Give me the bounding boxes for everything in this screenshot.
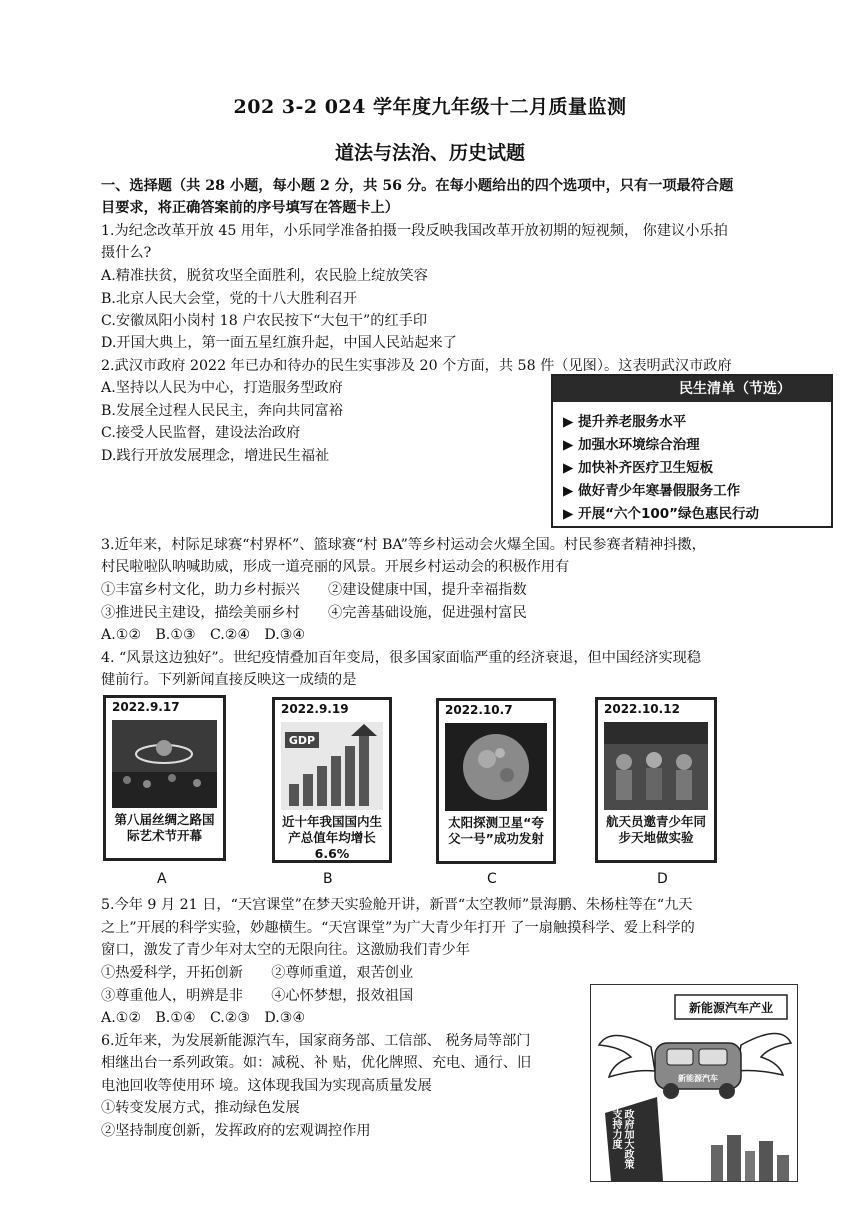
q3-options-row2: ③推进民主建设，描绘美丽乡村 ④完善基础设施，促进强村富民: [101, 605, 527, 621]
q1-option-a: A.精准扶贫，脱贫攻坚全面胜利，农民脸上绽放笑容: [101, 268, 428, 284]
q1-stem-cont: 摄什么?: [101, 245, 152, 261]
astronaut-class-photo: [604, 722, 708, 810]
q6-option-1: ①转变发展方式，推动绿色发展: [101, 1100, 300, 1116]
q2-option-a: A.坚持以人民为中心，打造服务型政府: [101, 380, 343, 396]
q5-choices: A.①② B.①④ C.②③ D.③④: [101, 1010, 306, 1026]
news-date: 2022.10.7: [445, 703, 513, 717]
gdp-chart-photo: [281, 722, 383, 810]
cartoon-board-text: 政府加大政策支持力度: [610, 1109, 633, 1169]
news-caption: 近十年我国国内生产总值年均增长6.6%: [281, 814, 382, 861]
news-caption: 航天员邀青少年同步天地做实验: [605, 814, 706, 845]
news-caption: 第八届丝绸之路国际艺术节开幕: [114, 812, 215, 843]
livelihood-list-item: ▶ 提升养老服务水平: [563, 414, 687, 430]
livelihood-list-title: 民生清单（节选）: [553, 376, 831, 402]
gdp-label: GDP: [288, 734, 316, 747]
option-letter-b: B: [323, 871, 333, 887]
livelihood-list-item: ▶ 做好青少年寒暑假服务工作: [563, 483, 741, 499]
q5-options-row2: ③尊重他人，明辨是非 ④心怀梦想，报效祖国: [101, 988, 414, 1004]
section-heading: 一、选择题（共 28 小题，每小题 2 分，共 56 分。在每小题给出的四个选项中，只有一项最符合题: [101, 178, 734, 194]
q3-stem: 3.近年来，村际足球赛“村界杯”、篮球赛“村 BA”等乡村运动会火爆全国。村民参赛者精神抖擞，: [101, 537, 706, 553]
q1-option-c: C.安徽凤阳小岗村 18 户农民按下“大包干”的红手印: [101, 313, 428, 329]
q1-option-b: B.北京人民大会堂，党的十八大胜利召开: [101, 291, 358, 307]
q2-option-c: C.接受人民监督，建设法治政府: [101, 425, 301, 441]
q3-stem-cont: 村民啦啦队呐喊助威，形成一道亮丽的风景。开展乡村运动会的积极作用有: [101, 559, 570, 575]
q3-choices: A.①② B.①③ C.②④ D.③④: [101, 627, 306, 643]
option-letter-c: C: [487, 871, 497, 887]
option-letter-d: D: [657, 871, 668, 887]
nev-policy-cartoon: [590, 984, 798, 1182]
q6-stem-cont: 相继出台一系列政策。如：减税、补 贴，优化牌照、充电、通行、旧: [101, 1055, 532, 1071]
exam-title: 202 3-2 024 学年度九年级十二月质量监测: [233, 96, 627, 118]
section-heading-cont: 目要求，将正确答案前的序号填写在答题卡上）: [101, 200, 399, 216]
q2-stem: 2.武汉市政府 2022 年已办和待办的民生实事涉及 20 个方面，共 58 件（见图）。这表明武汉市政府: [101, 358, 732, 374]
q4-stem-cont: 健前行。下列新闻直接反映这一成绩的是: [101, 672, 357, 688]
exam-subtitle: 道法与法治、历史试题: [334, 142, 525, 164]
news-caption: 太阳探测卫星“夸父一号”成功发射: [448, 815, 544, 846]
q6-stem-cont2: 电池回收等使用环 境。这体现我国为实现高质量发展: [101, 1078, 432, 1094]
news-date: 2022.9.17: [112, 700, 180, 714]
news-card-c: [436, 698, 556, 864]
news-card-d: [595, 697, 717, 863]
q6-option-2: ②坚持制度创新，发挥政府的宏观调控作用: [101, 1123, 371, 1139]
livelihood-list-item: ▶ 加快补齐医疗卫生短板: [563, 460, 714, 476]
news-card-a: [103, 695, 226, 861]
q2-option-d: D.践行开放发展理念，增进民生福祉: [101, 448, 330, 464]
festival-photo: [112, 720, 217, 808]
q5-stem-cont2: 窗口，激发了青少年对太空的无限向往。这激励我们青少年: [101, 942, 470, 958]
cartoon-car-label: 新能源汽车: [678, 1074, 718, 1083]
q5-stem-cont: 之上”开展的科学实验，妙趣横生。“天宫课堂”为广大青少年打开 了一扇触摸科学、爱上科学的: [101, 920, 695, 936]
livelihood-list-item: ▶ 开展“六个100”绿色惠民行动: [563, 506, 760, 522]
livelihood-list-item: ▶ 加强水环境综合治理: [563, 437, 700, 453]
q1-option-d: D.开国大典上，第一面五星红旗升起，中国人民站起来了: [101, 335, 457, 351]
news-card-b: [272, 697, 392, 863]
q4-stem: 4. “风景这边独好”。世纪疫情叠加百年变局，很多国家面临严重的经济衰退，但中国经济实现稳: [101, 650, 702, 666]
q2-option-b: B.发展全过程人民民主，奔向共同富裕: [101, 403, 343, 419]
q6-stem: 6.近年来，为发展新能源汽车，国家商务部、工信部、 税务局等部门: [101, 1033, 531, 1049]
q3-options-row1: ①丰富乡村文化，助力乡村振兴 ②建设健康中国，提升幸福指数: [101, 582, 527, 598]
q5-stem: 5.今年 9 月 21 日，“天宫课堂”在梦天实验舱开讲，新晋“太空教师”景海鹏、朱杨柱等在“九天: [101, 897, 693, 913]
news-date: 2022.10.12: [604, 702, 680, 716]
option-letter-a: A: [157, 871, 167, 887]
q5-options-row1: ①热爱科学，开拓创新 ②尊师重道，艰苦创业: [101, 965, 414, 981]
q1-stem: 1.为纪念改革开放 45 用年，小乐同学准备拍摄一段反映我国改革开放初期的短视频， 你建议小乐拍: [101, 223, 728, 239]
sun-satellite-photo: [445, 723, 547, 811]
news-date: 2022.9.19: [281, 702, 349, 716]
livelihood-list-figure: [551, 374, 833, 528]
cartoon-title: 新能源汽车产业: [688, 1001, 774, 1015]
